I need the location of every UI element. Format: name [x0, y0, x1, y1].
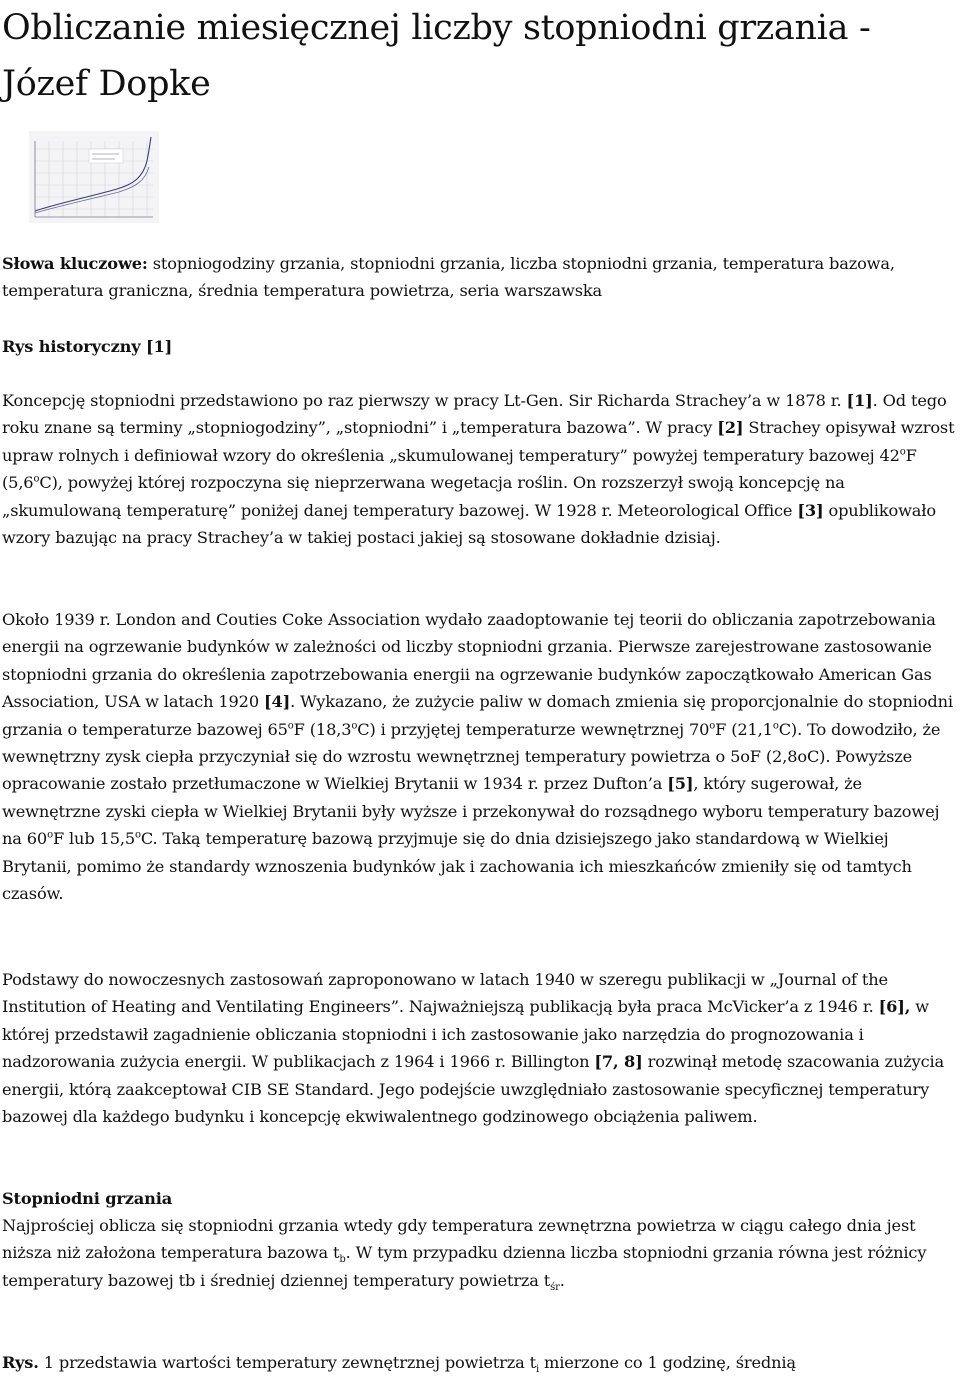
text-run: F (21,1	[715, 719, 773, 739]
text-run: F (5,6	[2, 445, 917, 493]
text-run: .	[559, 1270, 565, 1290]
paragraph-history-2	[2, 606, 958, 907]
degree-sup: o	[709, 720, 716, 732]
keywords	[2, 250, 958, 305]
degree-sup: o	[47, 829, 53, 841]
text-run: . Wykazano, że zużycie paliw w domach zmienia się proporcjonalnie do stopniodni grzania o temperaturze bazowej 65	[2, 692, 953, 739]
text-run: C), powyżej której rozpoczyna się nieprzerwana wegetacja roślin. On rozszerzył swoją koncepcję na „skumulowaną temperaturę” poniżej danej temperatury bazowej. W 1928 r. Meteorological Office	[2, 473, 845, 520]
paragraph-history-1	[2, 387, 958, 551]
text-run: F (18,3	[293, 719, 352, 739]
text-run: . Od tego roku znane są terminy „stopniogodziny”, „stopniodni” i „temperatura bazowa”. W pracy	[2, 391, 947, 438]
text-run: Podstawy do nowoczesnych zastosowań zaproponowano w latach 1940 w szeregu publikacji w „Journal of the Institution of Heating and Ventilating Engineers”. Najważniejszą publikacją była praca McVicker’a z 1946 r.	[2, 970, 888, 1017]
keywords-text: stopniogodziny grzania, stopniodni grzania, liczba stopniodni grzania, temperatura bazowa, temperatura graniczna, średnia temperatura powietrza, seria warszawska	[2, 254, 895, 301]
section-heading-history-label: Rys historyczny [1]	[2, 337, 173, 356]
degree-sup: o	[33, 473, 40, 485]
subscript: śr	[550, 1282, 560, 1294]
text-run: w której przedstawił zagadnienie obliczania stopniodni i ich zastosowanie jako narzędzia do prognozowania i nadzorowania zużycia energii. W publikacjach z 1964 i 1966 r. Billington	[2, 997, 929, 1072]
citation: [1]	[846, 391, 873, 410]
text-run: Najprościej oblicza się stopniodni grzania wtedy gdy temperatura zewnętrzna powietrza w ciągu całego dnia jest niższa niż założona temperatura bazowa t	[2, 1216, 916, 1263]
citation: [7, 8]	[594, 1052, 643, 1072]
section-heading-history	[2, 333, 958, 360]
degree-sup: o	[351, 720, 358, 732]
citation: [3]	[797, 500, 824, 520]
citation: [2]	[717, 418, 744, 438]
text-run: C. Taką temperaturę bazową przyjmuje się do dnia dzisiejszego jako standardową w Wielkiej Brytanii, pomimo że standardy wznoszenia budynków jak i zachowania ich mieszkańców zmieniły się od tamtych czasów.	[2, 829, 912, 904]
page-title: Obliczanie miesięcznej liczby stopniodni grzania - Józef Dopke	[2, 8, 871, 104]
citation: [5]	[667, 774, 694, 794]
degree-sup: o	[134, 829, 141, 841]
degree-sup: o	[287, 720, 294, 732]
text-run: F lub 15,5	[52, 829, 135, 849]
text-run: , który sugerował, że wewnętrzne zyski ciepła w Wielkiej Brytanii były wyższe i przekonywał do rozsądnego wyboru temperatury bazowej na 60	[2, 774, 940, 849]
text-run: opublikowało wzory bazując na pracy Strachey’a w takiej postaci jakiej są stosowane dokładnie dzisiaj.	[2, 500, 936, 548]
text-run: . W tym przypadku dzienna liczba stopniodni grzania równa jest różnicy temperatury bazowej tb i średniej dziennej temperatury powietrza t	[2, 1243, 927, 1290]
paragraph-history-3	[2, 966, 958, 1130]
text-run: rozwinął metodę szacowania zużycia energii, którą zaakceptował CIB SE Standard. Jego podejście uwzględniało zastosowanie specyficznej temperatury bazowej dla każdego budynku i koncepcję ekwiwalentnego godzinowego obciążenia paliwem.	[2, 1052, 945, 1127]
degree-sup: o	[899, 446, 906, 458]
text-run: Strachey opisywał wzrost upraw rolnych i definiował wzory do określenia „skumulowanej temperatury” powyżej temperatury bazowej 42	[2, 418, 955, 465]
text-run: Około 1939 r. London and Couties Coke Association wydało zaadoptowanie tej teorii do obliczania zapotrzebowania energii na ogrzewanie budynków w zależności od liczby stopniodni grzania. Pierwsze zarejestrowane zastosowanie stopniodni grzania do określenia zapotrzebowania energii na ogrzewanie budynków zapoczątkowało American Gas Association, USA w latach 1920	[2, 610, 936, 712]
paragraph-stopniodni	[2, 1212, 958, 1294]
text-run: Koncepcję stopniodni przedstawiono po raz pierwszy w pracy Lt-Gen. Sir Richarda Strachey’a w 1878 r.	[2, 391, 847, 410]
section-heading-stopniodni-label: Stopniodni grzania	[2, 1189, 173, 1208]
paragraph-figure-ref	[2, 1349, 958, 1376]
text-run: C). To dowodziło, że wewnętrzny zysk ciepła przyczyniał się do wzrostu wewnętrznej temperatury powietrza o 5oF (2,8oC). Powyższe opracowanie zostało przetłumaczone w Wielkiej Brytanii w 1934 r. przez Dufton’a	[2, 719, 941, 794]
section-heading-stopniodni	[2, 1185, 958, 1212]
subscript: b	[339, 1254, 346, 1266]
text-run: C) i przyjętej temperaturze wewnętrznej 70	[357, 719, 710, 739]
figure-ref-label: Rys.	[2, 1353, 39, 1372]
chart-thumbnail-icon	[29, 131, 159, 223]
citation: [6],	[878, 997, 911, 1017]
subscript: i	[535, 1364, 540, 1376]
text-run: 1 przedstawia wartości temperatury zewnętrznej powietrza t	[38, 1353, 536, 1372]
degree-sup: o	[772, 720, 779, 732]
keywords-label: Słowa kluczowe:	[2, 254, 148, 273]
text-run: mierzone co 1 godzinę, średnią	[539, 1353, 796, 1372]
citation: [4]	[263, 692, 291, 712]
